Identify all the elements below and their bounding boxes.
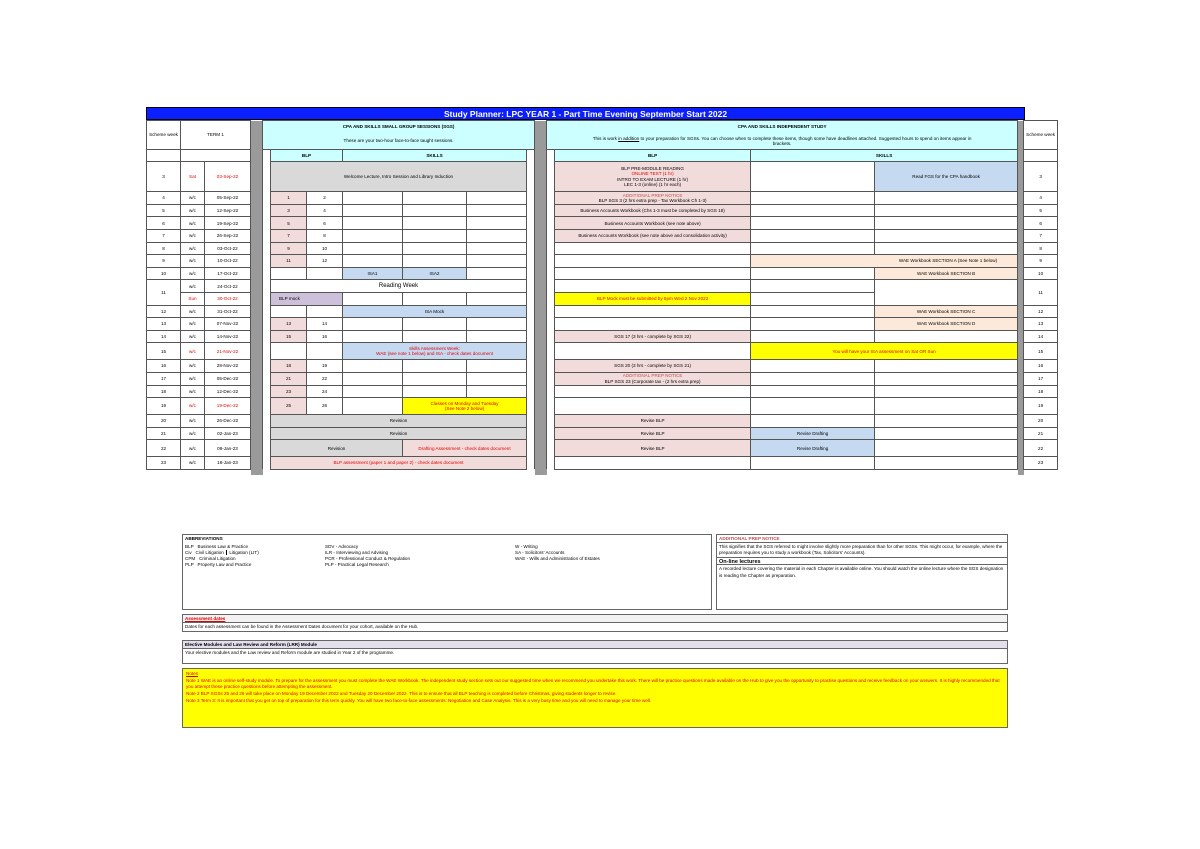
- abbr-item: ILR - Interviewing and Advising: [325, 550, 389, 555]
- sgs-number: 11: [271, 255, 307, 268]
- sgs-number: 7: [271, 229, 307, 242]
- week-number: 20: [147, 415, 181, 428]
- week-number: 12: [147, 305, 181, 318]
- date-cell: 03-Oct-22: [205, 242, 251, 255]
- sgs-number: 26: [307, 398, 343, 415]
- read-fgs: Read FGS for the CPA handbook: [875, 162, 1018, 192]
- abbr-item: PLP Property Law and Practice: [185, 562, 252, 567]
- week-number: 23: [147, 457, 181, 470]
- day-label: w/c: [181, 267, 205, 280]
- welcome-lecture: Welcome Lecture, Intro Session and Library Induction: [271, 162, 527, 192]
- sgs-skills-header: SKILLS: [343, 149, 527, 162]
- blp-mock-deadline: BLP Mock must be submitted by 5pm Wed 2 Nov 2022: [555, 292, 751, 305]
- revision: Revision: [271, 427, 527, 440]
- note-item: Note 2 BLP SGSs 25 and 26 will take place on Monday 19 December 2022 and Tuesday 20 December 2022. This is to ensure that all BLP teaching is completed before Christmas, giving students longer to revise.: [186, 690, 617, 696]
- week-number: 11: [1024, 280, 1058, 305]
- day-label: w/c: [181, 372, 205, 385]
- date-cell: 03-Sep-22: [205, 162, 251, 192]
- date-cell: 14-Nov-22: [205, 330, 251, 343]
- sgs-number: 25: [271, 398, 307, 415]
- assessment-dates-title: Assessment dates: [183, 615, 1007, 623]
- scheme-week-header: Scheme week: [147, 121, 181, 150]
- week-number: 22: [1024, 440, 1058, 457]
- abbr-item: WAE - Wills and Administration of Estates: [515, 556, 600, 561]
- week-number: 5: [1024, 204, 1058, 217]
- drafting-assessment: Drafting Assessment - check dates document: [403, 440, 527, 457]
- week-number: 4: [147, 192, 181, 205]
- revise-blp: Revise BLP: [555, 415, 751, 428]
- sgs-number: 1: [271, 192, 307, 205]
- sgs-blp-header: BLP: [271, 149, 343, 162]
- day-label: w/c: [181, 204, 205, 217]
- week-number: 16: [1024, 360, 1058, 373]
- wae-section-b: WAE Workbook SECTION B: [875, 267, 1018, 280]
- revision: Revision: [271, 440, 403, 457]
- sgs-number: 15: [271, 330, 307, 343]
- scheme-week-header-right: Scheme week: [1024, 121, 1058, 150]
- abbr-item: PLP - Practical Legal Research: [325, 562, 389, 567]
- sgs-number: 24: [307, 385, 343, 398]
- electives-text: Your elective modules and the Law review and Reform module are studied in Year 2 of the programme.: [185, 650, 395, 655]
- week-number: 23: [1024, 457, 1058, 470]
- week-number: 15: [147, 343, 181, 360]
- week-number: 5: [147, 204, 181, 217]
- date-cell: 31-Oct-22: [205, 305, 251, 318]
- week-number: 4: [1024, 192, 1058, 205]
- note-item: Note 1 WAE is an online self-study module. To prepare for the assessment you must complete the WAE Workbook. The independent study section sets out our suggested time when we recommend you undertake this work. There will be practice questions made available on the Hub to give you the opportunity to practise questions and receive feedback on your answers. It is highly recommended that you attempt these practice questions before attempting the assessment.: [186, 677, 1000, 690]
- week-number: 9: [147, 255, 181, 268]
- week-number: 19: [147, 398, 181, 415]
- date-cell: 26-Sep-22: [205, 229, 251, 242]
- assessment-dates-box: [182, 614, 1008, 632]
- sgs-number: 6: [307, 217, 343, 230]
- abbr-item: Civ Civil Litigation Litigation (LIT): [185, 550, 259, 555]
- week-number: 14: [147, 330, 181, 343]
- day-label: w/c: [181, 360, 205, 373]
- revision: Revision: [271, 415, 527, 428]
- day-label: w/c: [181, 440, 205, 457]
- abbr-item: [515, 562, 715, 567]
- day-label: w/c: [181, 427, 205, 440]
- study-planner: [146, 107, 1056, 475]
- week-number: 6: [1024, 217, 1058, 230]
- business-accounts: Business Accounts Workbook (see note above and consolidation activity): [555, 229, 751, 242]
- date-cell: 07-Nov-22: [205, 318, 251, 331]
- date-cell: 30-Oct-22: [205, 292, 251, 305]
- revise-blp: Revise BLP: [555, 427, 751, 440]
- ind-blp-header: BLP: [555, 149, 751, 162]
- additional-prep: ADDITIONAL PREP NOTICE BLP SGS 23 (Corporate tax - (2 hrs extra prep): [555, 372, 751, 385]
- business-accounts: Business Accounts Workbook (Chs 1-3 must be completed by SGS 18): [555, 204, 751, 217]
- week-number: 12: [1024, 305, 1058, 318]
- sgs17-task: SGS 17 (3 hrs - complete by SGS 22): [555, 330, 751, 343]
- term-header: TERM 1: [181, 121, 251, 150]
- day-label: w/c: [181, 305, 205, 318]
- sgs-number: 3: [271, 204, 307, 217]
- day-label: Sun: [181, 292, 205, 305]
- week-number: 9: [1024, 255, 1058, 268]
- abbr-item: CPM Criminal Litigation: [185, 556, 236, 561]
- week-number: 19: [1024, 398, 1058, 415]
- sgs-number: 14: [307, 318, 343, 331]
- date-cell: 05-Sep-22: [205, 192, 251, 205]
- week-number: 3: [1024, 162, 1058, 192]
- day-label: w/c: [181, 343, 205, 360]
- day-label: w/c: [181, 242, 205, 255]
- week-number: 17: [147, 372, 181, 385]
- week-number: 18: [1024, 385, 1058, 398]
- week-number: 8: [147, 242, 181, 255]
- planner-title: Study Planner: LPC YEAR 1 - Part Time Evening September Start 2022: [146, 107, 1025, 120]
- abbr-item: SA - Solicitors' Accounts: [515, 550, 565, 555]
- week-number: 6: [147, 217, 181, 230]
- abbr-item: BLP Business Law & Practice: [185, 544, 249, 549]
- week-number: 8: [1024, 242, 1058, 255]
- business-accounts: Business Accounts Workbook (see note above): [555, 217, 751, 230]
- day-label: w/c: [181, 255, 205, 268]
- day-label: w/c: [181, 330, 205, 343]
- online-text: A recorded lecture covering the material in each Chapter is available online. You should watch the online lecture where the SGS designation is reading the Chapter as preparation.: [719, 566, 1004, 578]
- isa2-session: ISA2: [403, 267, 467, 280]
- sgs-number: 22: [307, 372, 343, 385]
- planner-table: [146, 120, 1066, 475]
- date-cell: 19-Sep-22: [205, 217, 251, 230]
- week-number: 16: [147, 360, 181, 373]
- sgs-number: 4: [307, 204, 343, 217]
- day-label: w/c: [181, 192, 205, 205]
- notes-box: [182, 668, 1008, 728]
- day-label: w/c: [181, 217, 205, 230]
- sgs-subtitle: These are your two-hour face-to-face taught sessions.: [263, 133, 535, 149]
- date-cell: 02-Jan-23: [205, 427, 251, 440]
- blp-assessment: BLP assessment (paper 1 and paper 2) - check dates document: [271, 457, 527, 470]
- sgs-number: 9: [271, 242, 307, 255]
- independent-subtitle: This is work in addition to your preparation for SGSs. You can choose when to complete these items, though some have deadlines attached. Suggested hours to spend on items appear in brackets.: [547, 133, 1018, 149]
- notice-box: [716, 534, 1008, 610]
- wae-section-d: WAE Workbook SECTION D: [875, 318, 1018, 331]
- electives-title: Elective Modules and Law Review and Reform (LRR) Module: [183, 641, 1007, 649]
- note-item: Note 3 Term 3: It is important that you get on top of preparation for this term quickly. You will have two face-to-face assessments: Negotiation and Case Analysis. This is a very busy time and you will need to manage your time well.: [186, 697, 652, 703]
- abbreviations-title: ABBREVIATIONS: [183, 535, 711, 543]
- day-label: w/c: [181, 280, 205, 293]
- sgs-number: 23: [271, 385, 307, 398]
- litigation-bracket: Litigation (LIT): [226, 550, 258, 555]
- addprep-title: ADDITIONAL PREP NOTICE: [717, 535, 1007, 543]
- week-number: 18: [147, 385, 181, 398]
- week-number: 17: [1024, 372, 1058, 385]
- date-cell: 24-Oct-22: [205, 280, 251, 293]
- sgs-number: 13: [271, 318, 307, 331]
- date-cell: 19-Dec-22: [205, 398, 251, 415]
- revise-drafting: Revise Drafting: [751, 427, 875, 440]
- date-cell: 17-Oct-22: [205, 267, 251, 280]
- week-number: 13: [147, 318, 181, 331]
- date-cell: 10-Oct-22: [205, 255, 251, 268]
- week-number: 20: [1024, 415, 1058, 428]
- ind-skills-header: SKILLS: [751, 149, 1018, 162]
- date-cell: 26-Dec-22: [205, 415, 251, 428]
- notes-title: Notes: [186, 671, 199, 676]
- abbreviations-box: [182, 534, 712, 610]
- skills-assessment-week: Skills Assessment Week: WAE (see note 1 below) and ISA - check dates document: [343, 343, 527, 360]
- week-number: 21: [1024, 427, 1058, 440]
- additional-prep: ADDITIONAL PREP NOTICE BLP SGS 3 (2 hrs extra prep - Tax Workbook Ch 1-3): [555, 192, 751, 205]
- revise-drafting: Revise Drafting: [751, 440, 875, 457]
- week-number: 15: [1024, 343, 1058, 360]
- day-label: w/c: [181, 415, 205, 428]
- blp-mock: BLP mock: [271, 292, 343, 305]
- isa-mock: ISA Mock: [343, 305, 527, 318]
- week-number: 10: [1024, 267, 1058, 280]
- day-label: w/c: [181, 229, 205, 242]
- sgs-number: 2: [307, 192, 343, 205]
- week-number: 21: [147, 427, 181, 440]
- sgs20-task: SGS 20 (3 hrs - complete by SGS 21): [555, 360, 751, 373]
- sgs-number: 18: [271, 360, 307, 373]
- date-cell: 09-Jan-23: [205, 440, 251, 457]
- sgs-title: CPA AND SKILLS SMALL GROUP SESSIONS (SGS): [263, 121, 535, 134]
- date-cell: 16-Jan-23: [205, 457, 251, 470]
- week-number: 3: [147, 162, 181, 192]
- abbr-item: W - Writing: [515, 544, 538, 549]
- electives-box: [182, 640, 1008, 664]
- abbr-item: PCR - Professional Conduct & Regulation: [325, 556, 411, 561]
- sgs-number: 10: [307, 242, 343, 255]
- reading-week: Reading Week: [271, 280, 527, 293]
- revise-blp: Revise BLP: [555, 440, 751, 457]
- sgs-number: 12: [307, 255, 343, 268]
- independent-title: CPA AND SKILLS INDEPENDENT STUDY: [547, 121, 1018, 134]
- sgs-number: 21: [271, 372, 307, 385]
- day-label: w/c: [181, 398, 205, 415]
- day-label: w/c: [181, 318, 205, 331]
- date-cell: 12-Sep-22: [205, 204, 251, 217]
- sgs-number: 19: [307, 360, 343, 373]
- week-number: 7: [1024, 229, 1058, 242]
- week-number: 11: [147, 280, 181, 305]
- week-number: 13: [1024, 318, 1058, 331]
- week-number: 22: [147, 440, 181, 457]
- classes-notice: Classes on Monday and Tuesday (See Note 2 below): [403, 398, 527, 415]
- week-number: 7: [147, 229, 181, 242]
- date-cell: 12-Dec-22: [205, 385, 251, 398]
- sgs-number: 5: [271, 217, 307, 230]
- isa-assessment-notice: You will have your ISA assessment on Sat OR Sun: [751, 343, 1018, 360]
- week-number: 10: [147, 267, 181, 280]
- day-label: w/c: [181, 385, 205, 398]
- isa1-session: ISA1: [343, 267, 403, 280]
- date-cell: 21-Nov-22: [205, 343, 251, 360]
- date-cell: 05-Dec-22: [205, 372, 251, 385]
- wae-section-c: WAE Workbook SECTION C: [875, 305, 1018, 318]
- date-cell: 28-Nov-22: [205, 360, 251, 373]
- week-number: 14: [1024, 330, 1058, 343]
- day-label: w/c: [181, 457, 205, 470]
- online-title: On-line lectures: [717, 557, 1007, 565]
- addprep-text: This signifies that the SGS referred to might involve slightly more preparation than for other SGSs. This might occur, for example, where the preparation requires you to study a workbook (Tax, Solicitors' Accounts).: [719, 544, 1003, 556]
- abbr-item: SDV - Advocacy: [325, 544, 359, 549]
- blp-pre-module: BLP PRE-MODULE READING ONLINE TEST (1 hr) INTRO TO EXAM LECTURE (1 hr) LEC 1-3 (online) (1 hr each): [555, 162, 751, 192]
- wae-section-a: WAE Workbook SECTION A (See Note 1 below): [751, 255, 1018, 268]
- sgs-number: 16: [307, 330, 343, 343]
- sgs-number: 8: [307, 229, 343, 242]
- day-label: Sat: [181, 162, 205, 192]
- assessment-dates-text: Dates for each assessment can be found in the Assessment Dates document for your cohort, available on the Hub.: [185, 624, 419, 629]
